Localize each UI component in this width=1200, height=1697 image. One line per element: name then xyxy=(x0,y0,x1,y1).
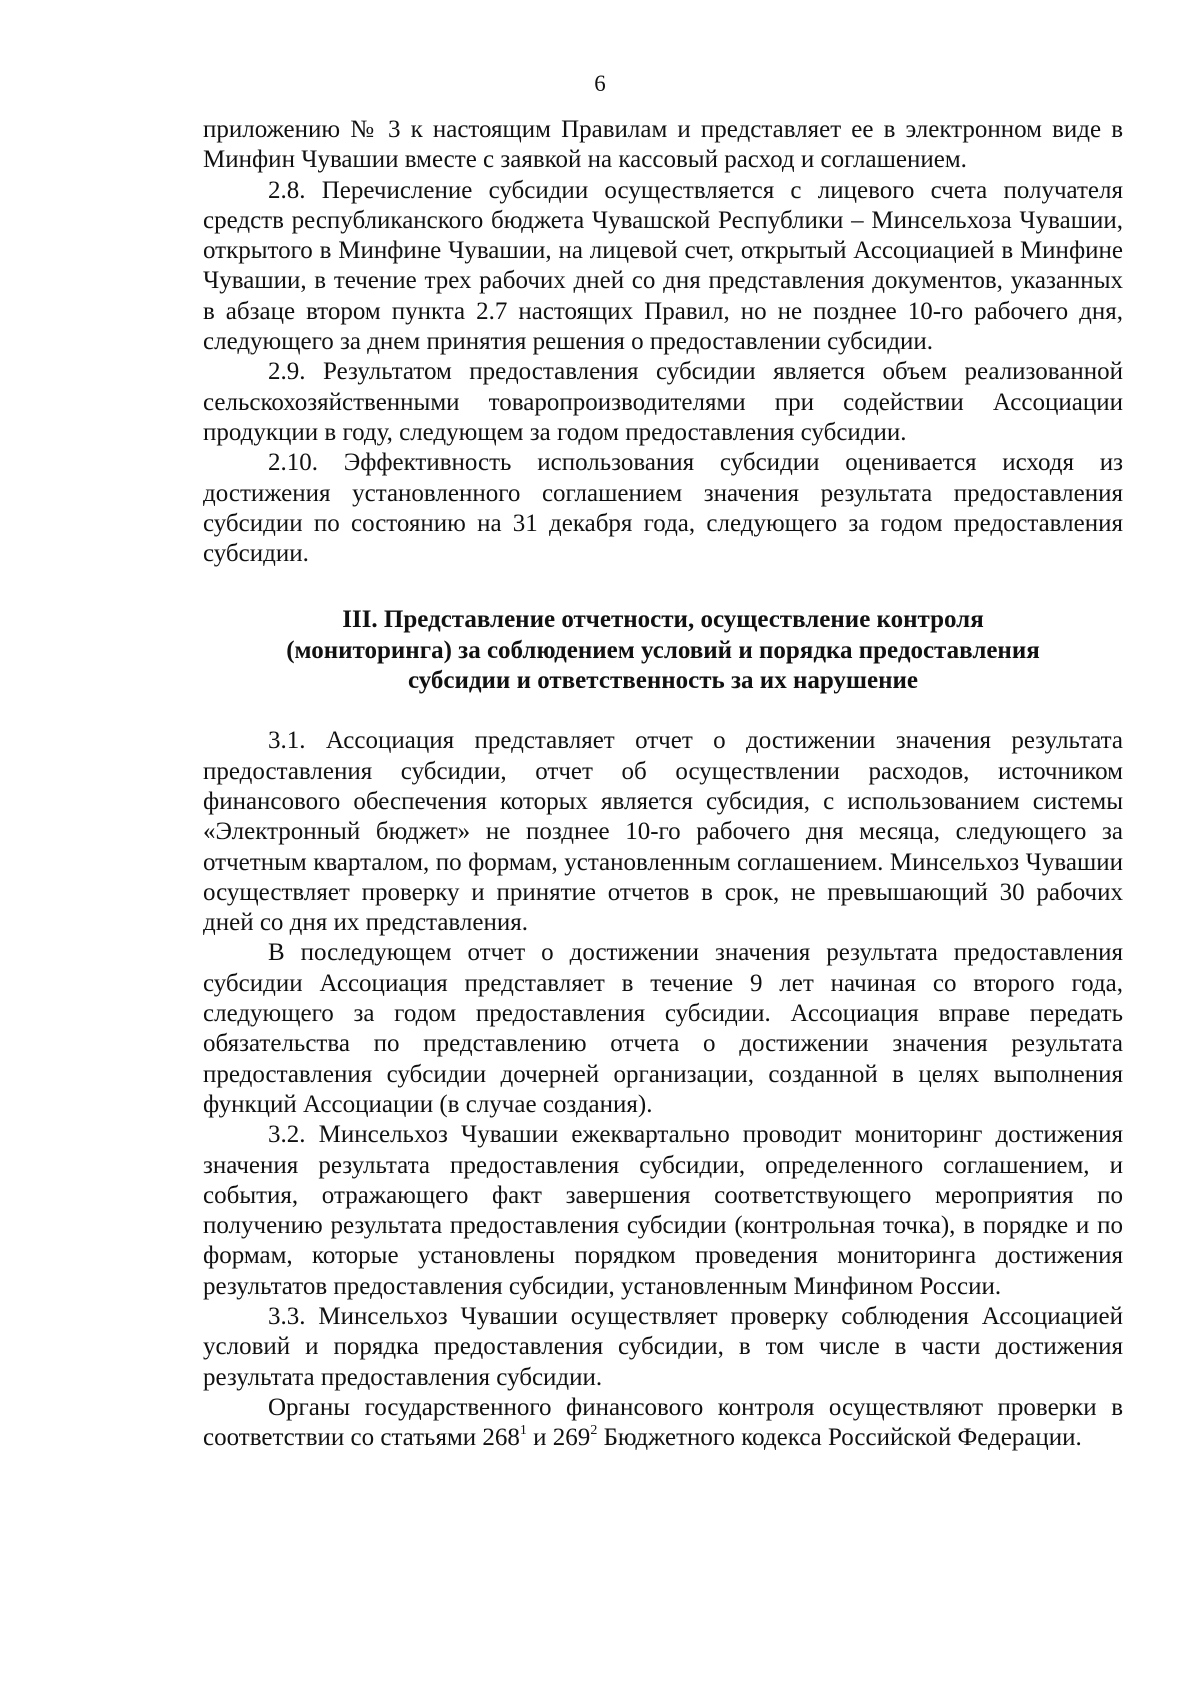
superscript-2: 2 xyxy=(590,1423,598,1439)
financial-control-text-2: и 269 xyxy=(526,1424,591,1452)
paragraph-financial-control xyxy=(203,1393,1123,1454)
financial-control-text-3: Бюджетного кодекса Российской Федерации. xyxy=(597,1424,1082,1452)
section-heading-line-3: субсидии и ответственность за их нарушение xyxy=(407,667,919,695)
paragraph-2-10: 2.10. Эффективность использования субсидии оценивается исходя из достижения установленного соглашением значения результата предоставления субсидии по состоянию на 31 декабря года, следующего за годом предоставления субсидии. xyxy=(203,449,1123,568)
financial-control-text-1: Органы государственного финансового контроля осуществляют проверки в соответствии со статьями 268 xyxy=(203,1393,1123,1452)
paragraph-continuation: приложению № 3 к настоящим Правилам и представляет ее в электронном виде в Минфин Чувашии вместе с заявкой на кассовый расход и соглашением. xyxy=(203,116,1123,174)
page-number: 6 xyxy=(594,71,606,96)
paragraph-3-1: 3.1. Ассоциация представляет отчет о достижении значения результата предоставления субсидии, отчет об осуществлении расходов, источником финансового обеспечения которых является субсидия, с использованием системы «Электронный бюджет» не позднее 10-го рабочего дня месяца, следующего за отчетным кварталом, по формам, установленным соглашением. Минсельхоз Чувашии осуществляет проверку и принятие отчетов в срок, не превышающий 30 рабочих дней со дня их представления. xyxy=(203,727,1123,937)
section-heading-line-1: III. Представление отчетности, осуществление контроля xyxy=(342,606,984,634)
superscript-1: 1 xyxy=(519,1423,527,1439)
section-heading-line-2: (мониторинга) за соблюдением условий и порядка предоставления xyxy=(286,636,1040,664)
paragraph-2-9: 2.9. Результатом предоставления субсидии является объем реализованной сельскохозяйственными товаропроизводителями при содействии Ассоциации продукции в году, следующем за годом предоставления субсидии. xyxy=(203,358,1123,446)
document-body xyxy=(203,115,1123,1453)
paragraph-3-3: 3.3. Минсельхоз Чувашии осуществляет проверку соблюдения Ассоциацией условий и порядка предоставления субсидии, в том числе в части достижения результата предоставления субсидии. xyxy=(203,1302,1123,1391)
paragraph-3-1-continued: В последующем отчет о достижении значения результата предоставления субсидии Ассоциация представляет в течение 9 лет начиная со второго года, следующего за годом предоставления субсидии. Ассоциация вправе передать обязательства по представлению отчета о достижении значения результата предоставления субсидии дочерней организации, созданной в целях выполнения функций Ассоциации (в случае создания). xyxy=(203,939,1123,1118)
paragraph-2-8: 2.8. Перечисление субсидии осуществляется с лицевого счета получателя средств республиканского бюджета Чувашской Республики – Минсельхоза Чувашии, открытого в Минфине Чувашии, на лицевой счет, открытый Ассоциацией в Минфине Чувашии, в течение трех рабочих дней со дня представления документов, указанных в абзаце втором пункта 2.7 настоящих Правил, но не позднее 10-го рабочего дня, следующего за днем принятия решения о предоставлении субсидии. xyxy=(203,176,1123,356)
section-heading xyxy=(203,605,1123,696)
paragraph-3-2: 3.2. Минсельхоз Чувашии ежеквартально проводит мониторинг достижения значения результата предоставления субсидии, определенного соглашением, и события, отражающего факт завершения соответствующего мероприятия по получению результата предоставления субсидии (контрольная точка), в порядке и по формам, которые установлены порядком проведения мониторинга достижения результатов предоставления субсидии, установленным Минфином России. xyxy=(203,1121,1123,1300)
